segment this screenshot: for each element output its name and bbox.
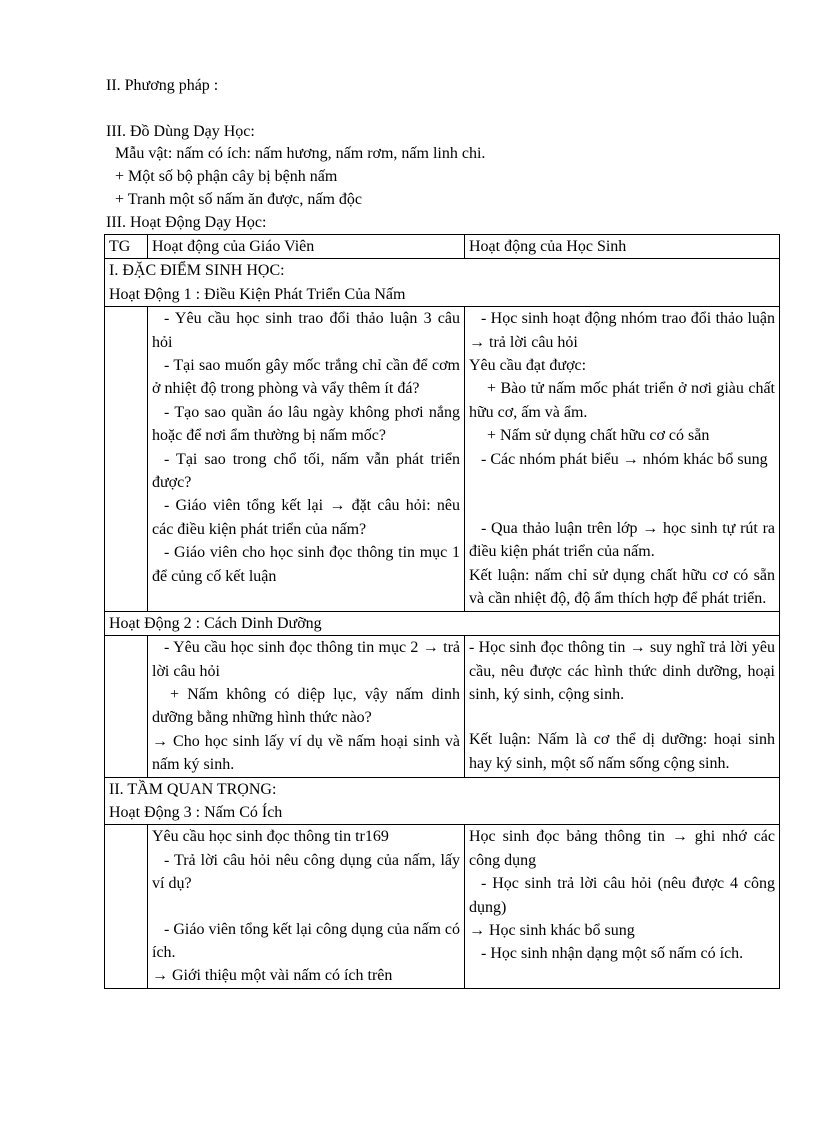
student-step: - Học sinh trả lời câu hỏi (nêu được 4 công dụng) — [469, 875, 775, 916]
teacher-activity-cell — [148, 307, 465, 611]
tg-cell — [105, 636, 148, 777]
activity-title: Hoạt Động 2 : Cách Dinh Dưỡng — [105, 611, 780, 635]
tg-cell — [105, 825, 148, 988]
student-step: - Học sinh hoạt động nhóm trao đổi thảo luận → trả lời câu hỏi — [469, 310, 775, 351]
heading-do-dung-day-hoc: III. Đồ Dùng Dạy Học: — [106, 123, 255, 140]
teacher-activity-cell — [148, 636, 465, 777]
heading-hoat-dong-day-hoc: III. Hoạt Động Dạy Học: — [106, 214, 267, 231]
student-step: - Các nhóm phát biểu → nhóm khác bổ sung — [481, 450, 768, 468]
teacher-step: - Yêu cầu học sinh trao đổi thảo luận 3 câu hỏi — [152, 310, 460, 351]
material-item: + Một số bộ phận cây bị bệnh nấm — [115, 168, 338, 185]
header-giao-vien: Hoạt động của Giáo Viên — [148, 235, 465, 259]
section-title-cell — [105, 777, 780, 825]
activity-row — [105, 825, 780, 988]
student-step: + Nấm sử dụng chất hữu cơ có sẵn — [487, 427, 710, 445]
teacher-step: - Trả lời câu hỏi nêu công dụng của nấm, lấy ví dụ? — [152, 851, 460, 893]
material-item: + Tranh một số nấm ăn được, nấm độc — [115, 191, 363, 208]
activity-row — [105, 307, 780, 611]
student-activity-cell — [465, 636, 780, 777]
heading-phuong-phap: II. Phương pháp : — [106, 77, 219, 94]
activity-title: Hoạt Động 1 : Điều Kiện Phát Triển Của Nấm — [109, 285, 406, 303]
teacher-activity-cell — [148, 825, 465, 988]
spacer — [469, 706, 775, 728]
activity-row — [105, 636, 780, 777]
header-tg: TG — [105, 235, 148, 259]
teacher-step: - Tại sao trong chổ tối, nấm vẫn phát triển được? — [152, 450, 460, 492]
activity-title: Hoạt Động 3 : Nấm Có Ích — [109, 803, 283, 821]
material-item: Mẫu vật: nấm có ích: nấm hương, nấm rơm, nấm linh chi. — [115, 145, 486, 162]
student-step: Yêu cầu đạt được: — [469, 357, 587, 375]
teacher-step: Yêu cầu học sinh đọc thông tin tr169 — [152, 828, 389, 846]
section-title: II. TẦM QUAN TRỌNG: — [109, 780, 277, 798]
header-hoc-sinh: Hoạt động của Học Sinh — [465, 235, 780, 259]
spacer — [469, 471, 775, 517]
student-conclusion: Kết luận: nấm chỉ sử dụng chất hữu cơ có sẵn và cần nhiệt độ, độ ẩm thích hợp để phát triển. — [469, 566, 775, 608]
student-activity-cell — [465, 307, 780, 611]
teacher-step: + Nấm không có diệp lục, vậy nấm dinh dưỡng bằng những hình thức nào? — [152, 685, 460, 727]
student-step: - Học sinh nhận dạng một số nấm có ích. — [481, 945, 744, 963]
student-step: - Qua thảo luận trên lớp → học sinh tự rút ra điều kiện phát triển của nấm. — [469, 520, 775, 561]
spacer — [152, 896, 460, 918]
student-step: - Học sinh đọc thông tin → suy nghĩ trả lời yêu cầu, nêu được các hình thức dinh dưỡng, hoại sinh, ký sinh, cộng sinh. — [469, 639, 775, 703]
teacher-step: - Tại sao muốn gây mốc trắng chỉ cần để cơm ở nhiệt độ trong phòng và vẩy thêm ít đá? — [152, 357, 460, 398]
teacher-step: - Giáo viên tổng kết lại công dụng của nấm có ích. — [152, 920, 460, 961]
teacher-step: → Cho học sinh lấy ví dụ về nấm hoại sinh và nấm ký sinh. — [152, 732, 460, 774]
section-row — [105, 777, 780, 825]
teacher-step: - Giáo viên tổng kết lại → đặt câu hỏi: nêu các điều kiện phát triển của nấm? — [152, 497, 460, 538]
table-header-row — [105, 235, 780, 259]
tg-cell — [105, 307, 148, 611]
student-conclusion: Kết luận: Nấm là cơ thể dị dưỡng: hoại sinh hay ký sinh, một số nấm sống cộng sinh. — [469, 731, 775, 772]
student-step: Học sinh đọc bảng thông tin → ghi nhớ các công dụng — [469, 828, 775, 869]
teacher-step: → Giới thiệu một vài nấm có ích trên — [152, 967, 393, 985]
teacher-step: - Giáo viên cho học sinh đọc thông tin mục 1 để củng cố kết luận — [152, 544, 460, 585]
student-step: + Bào tử nấm mốc phát triển ở nơi giàu chất hữu cơ, ấm và ẩm. — [469, 380, 775, 421]
teacher-step: - Yêu cầu học sinh đọc thông tin mục 2 → trả lời câu hỏi — [152, 639, 460, 680]
student-step: → Học sinh khác bổ sung — [469, 921, 635, 939]
teacher-step: - Tạo sao quần áo lâu ngày không phơi nắng hoặc để nơi ẩm thường bị nấm mốc? — [152, 403, 460, 445]
student-activity-cell — [465, 825, 780, 988]
lesson-table — [104, 234, 780, 989]
section-title: I. ĐẶC ĐIỂM SINH HỌC: — [109, 262, 285, 280]
section-title-cell — [105, 259, 780, 307]
section-row — [105, 259, 780, 307]
section-row — [105, 611, 780, 635]
